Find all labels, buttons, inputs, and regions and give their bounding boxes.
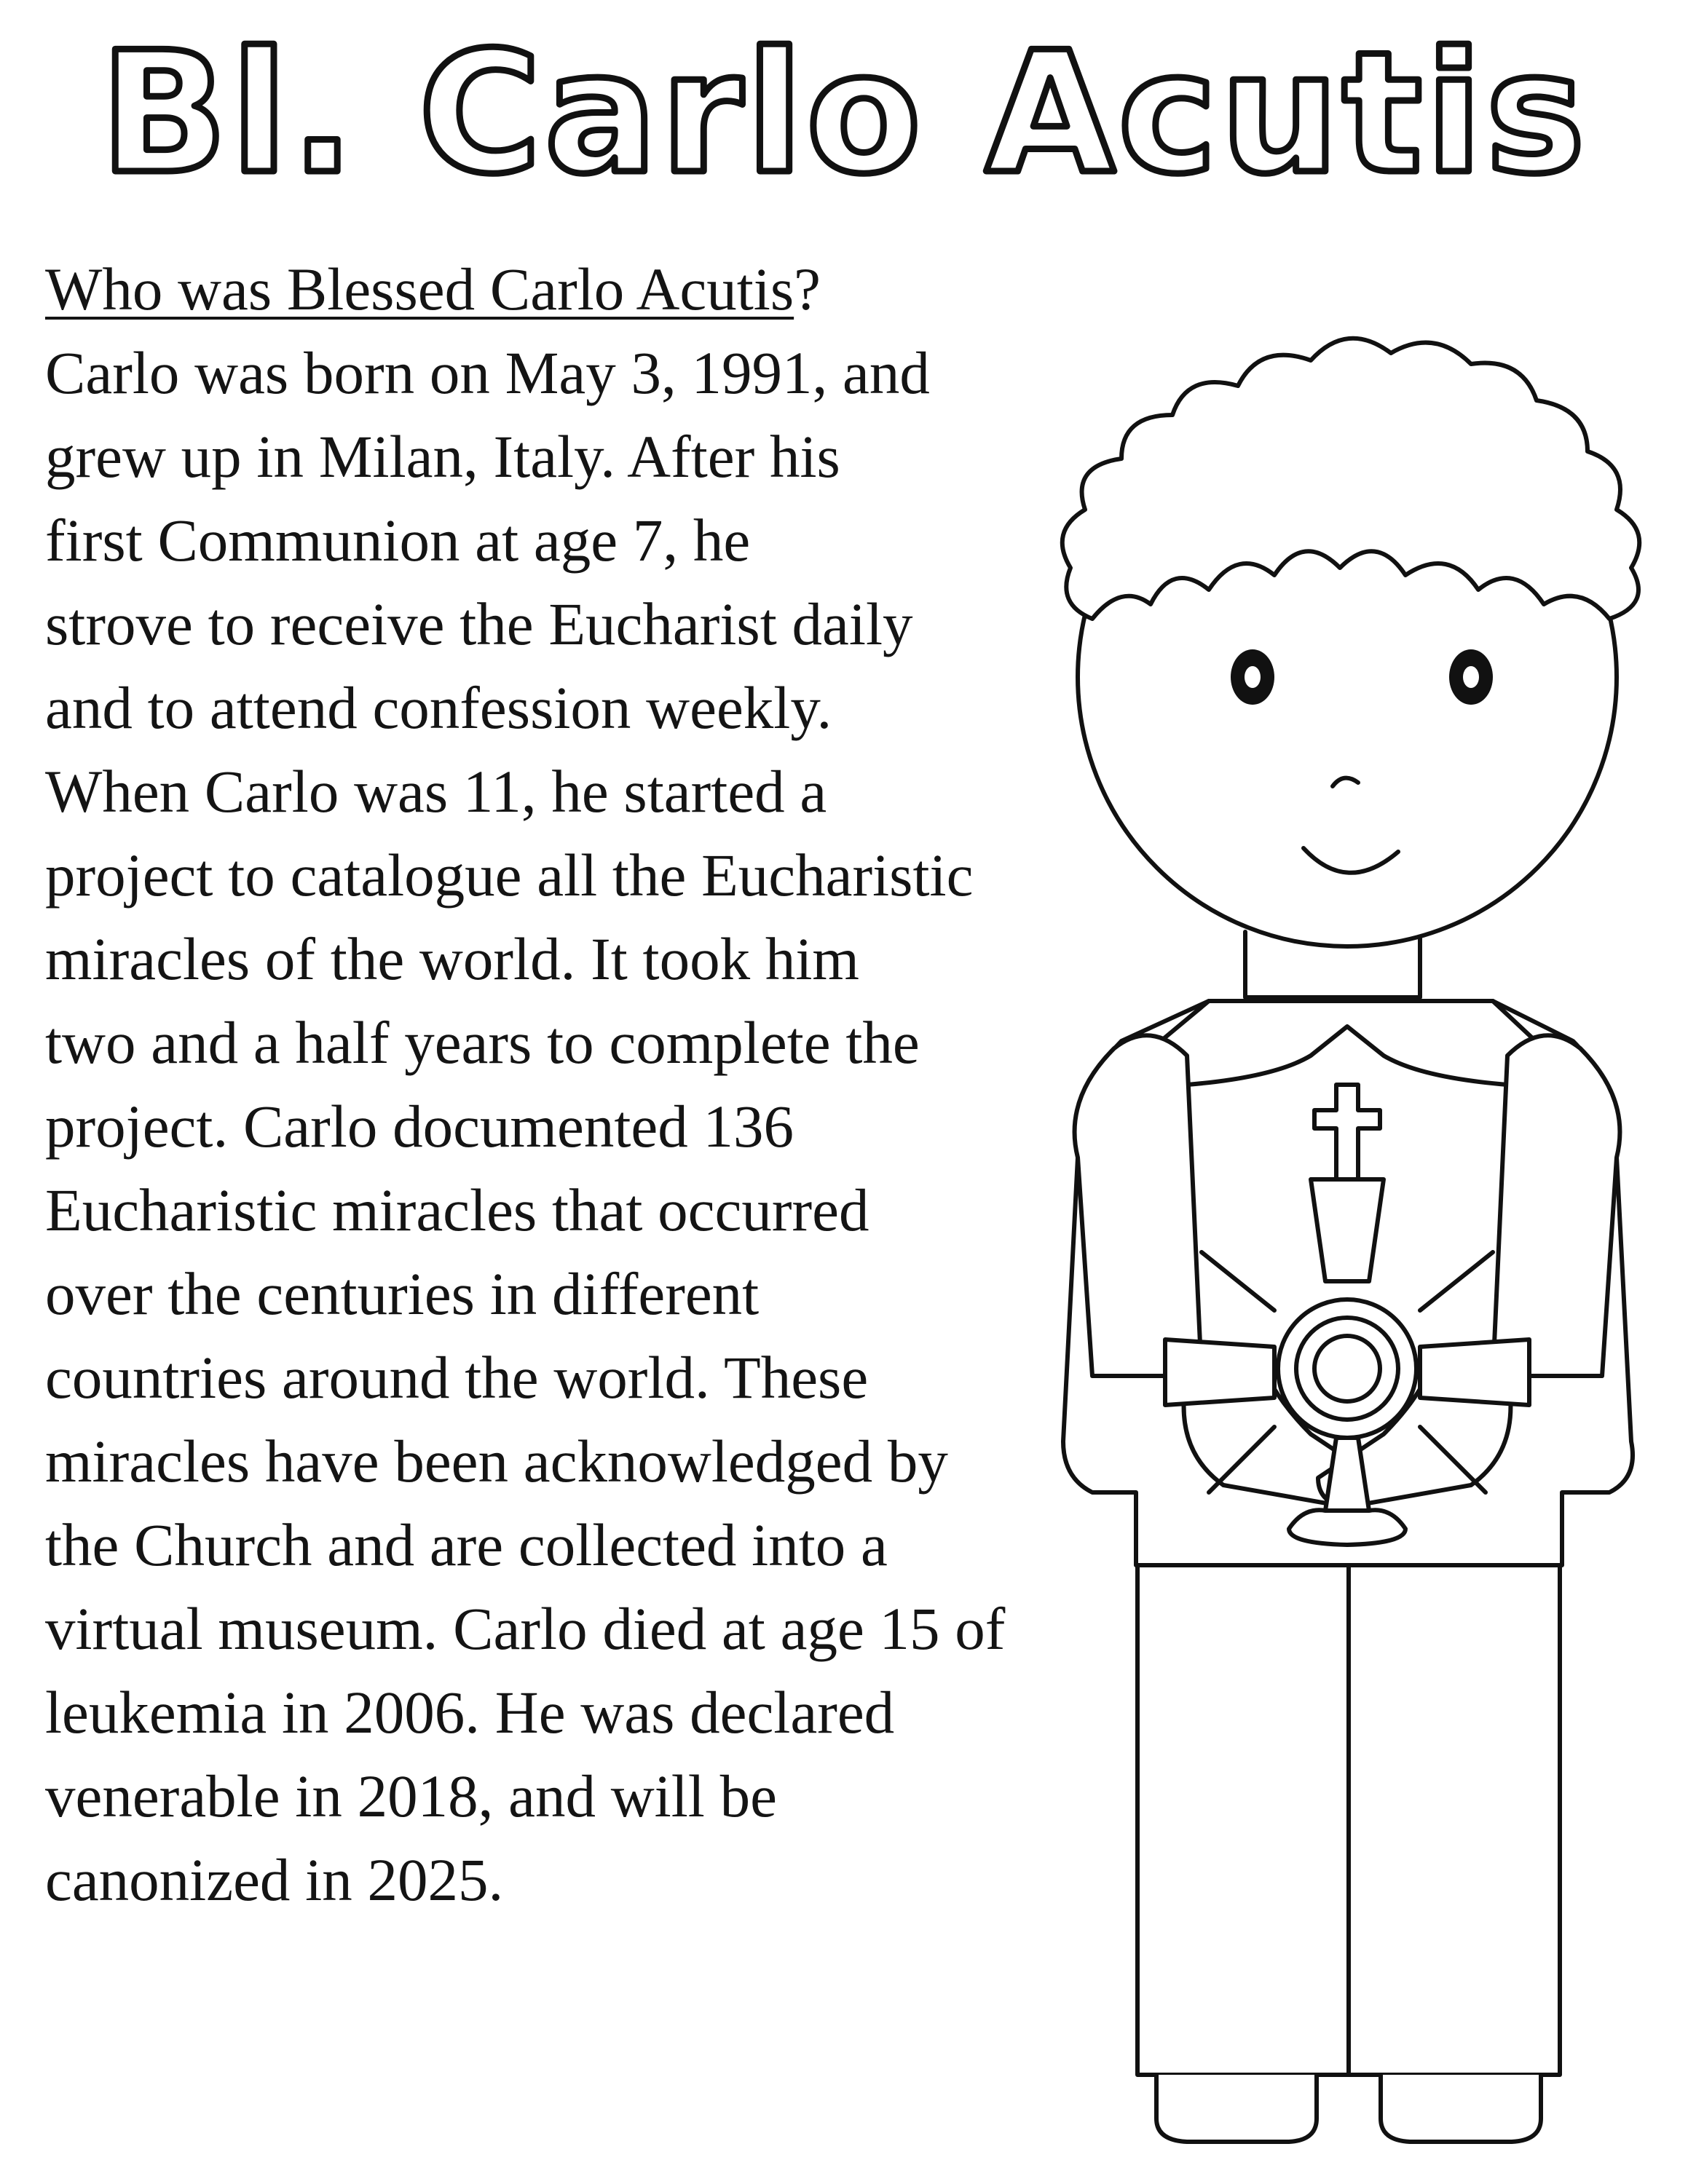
head-outline: [1062, 339, 1640, 946]
body-line: miracles have been acknowledged by: [45, 1428, 948, 1495]
left-sleeve-outline: [1075, 1035, 1202, 1376]
right-sleeve-outline: [1493, 1035, 1620, 1376]
body-line: Carlo was born on May 3, 1991, and: [45, 339, 930, 406]
body-line: project. Carlo documented 136: [45, 1093, 794, 1160]
biography-heading: Who was Blessed Carlo Acutis: [45, 256, 794, 323]
body-line: first Communion at age 7, he: [45, 507, 751, 574]
body-line: two and a half years to complete the: [45, 1009, 920, 1076]
body-line: countries around the world. These: [45, 1344, 869, 1411]
body-line: over the centuries in different: [45, 1260, 760, 1327]
biography-heading-line: [45, 248, 1079, 331]
carlo-illustration: [969, 240, 1653, 2169]
body-line: When Carlo was 11, he started a: [45, 758, 827, 825]
body-line: leukemia in 2006. He was declared: [45, 1679, 895, 1746]
body-line: venerable in 2018, and will be: [45, 1762, 777, 1829]
body-line: project to catalogue all the Eucharistic: [45, 842, 974, 909]
body-line: the Church and are collected into a: [45, 1511, 888, 1578]
body-line: grew up in Milan, Italy. After his: [45, 423, 840, 490]
body-line: Eucharistic miracles that occurred: [45, 1176, 869, 1243]
title-outline-text: Bl. Carlo Acutis: [100, 17, 1588, 204]
trousers-outline: [1137, 1551, 1560, 2075]
body-line: canonized in 2025.: [45, 1846, 504, 1913]
shoes-outline: [1156, 2075, 1541, 2142]
body-line: virtual museum. Carlo died at age 15 of: [45, 1595, 1006, 1662]
body-line: and to attend confession weekly.: [45, 674, 832, 741]
heading-question-mark: ?: [794, 256, 821, 323]
page-title: [0, 15, 1688, 204]
biography-text: [45, 248, 1079, 1922]
body-line: strove to receive the Eucharist daily: [45, 590, 913, 657]
body-line: miracles of the world. It took him: [45, 925, 859, 992]
